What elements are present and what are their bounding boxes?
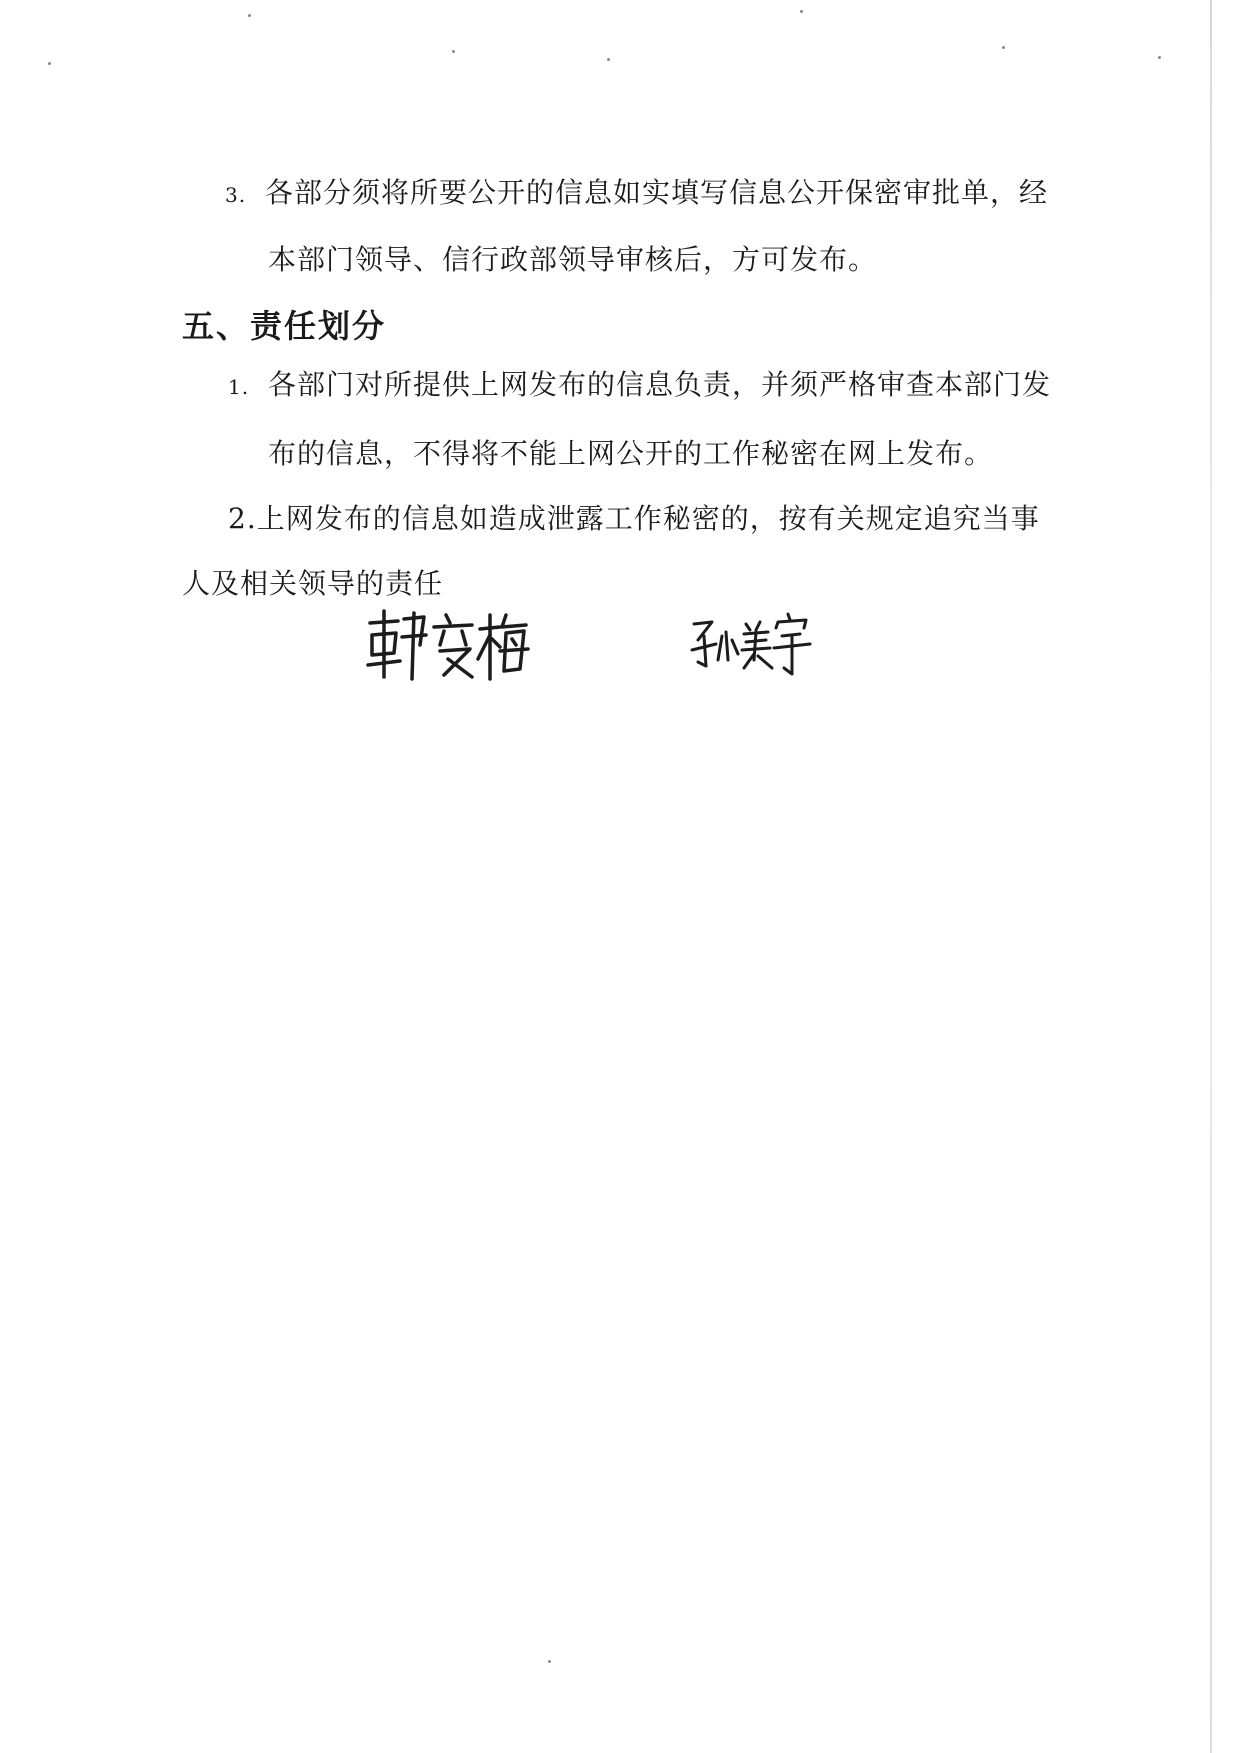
scan-edge-shadow	[1210, 0, 1212, 1753]
s5-item-2-line-2: 人及相关领导的责任	[182, 567, 444, 600]
item-3-text-1: 各部分须将所要公开的信息如实填写信息公开保密审批单，经	[265, 176, 1049, 209]
scan-speck	[800, 10, 803, 13]
s5-item-1-line-1	[228, 369, 1051, 403]
scan-speck	[248, 14, 251, 17]
scan-speck	[607, 58, 610, 61]
s5-item-1-text-1: 各部门对所提供上网发布的信息负责，并须严格审查本部门发	[268, 368, 1052, 401]
scan-speck	[548, 1660, 551, 1663]
s5-item-1-line-2: 布的信息，不得将不能上网公开的工作秘密在网上发布。	[268, 437, 994, 470]
s5-item-2-line-1: 2.上网发布的信息如造成泄露工作秘密的，按有关规定追究当事	[228, 502, 1040, 535]
signature-left	[360, 605, 530, 685]
signature-right	[688, 610, 818, 680]
item-3-number: 3.	[225, 183, 247, 207]
scan-speck	[48, 62, 51, 65]
scan-speck	[452, 50, 455, 53]
scan-speck	[1002, 46, 1005, 49]
scan-speck	[1158, 56, 1161, 59]
item-3-line-2: 本部门领导、信行政部领导审核后，方可发布。	[268, 243, 878, 276]
section-5-title: 五、责任划分	[182, 307, 387, 345]
item-3-line-1	[225, 177, 1048, 211]
s5-item-1-number: 1.	[228, 375, 250, 399]
